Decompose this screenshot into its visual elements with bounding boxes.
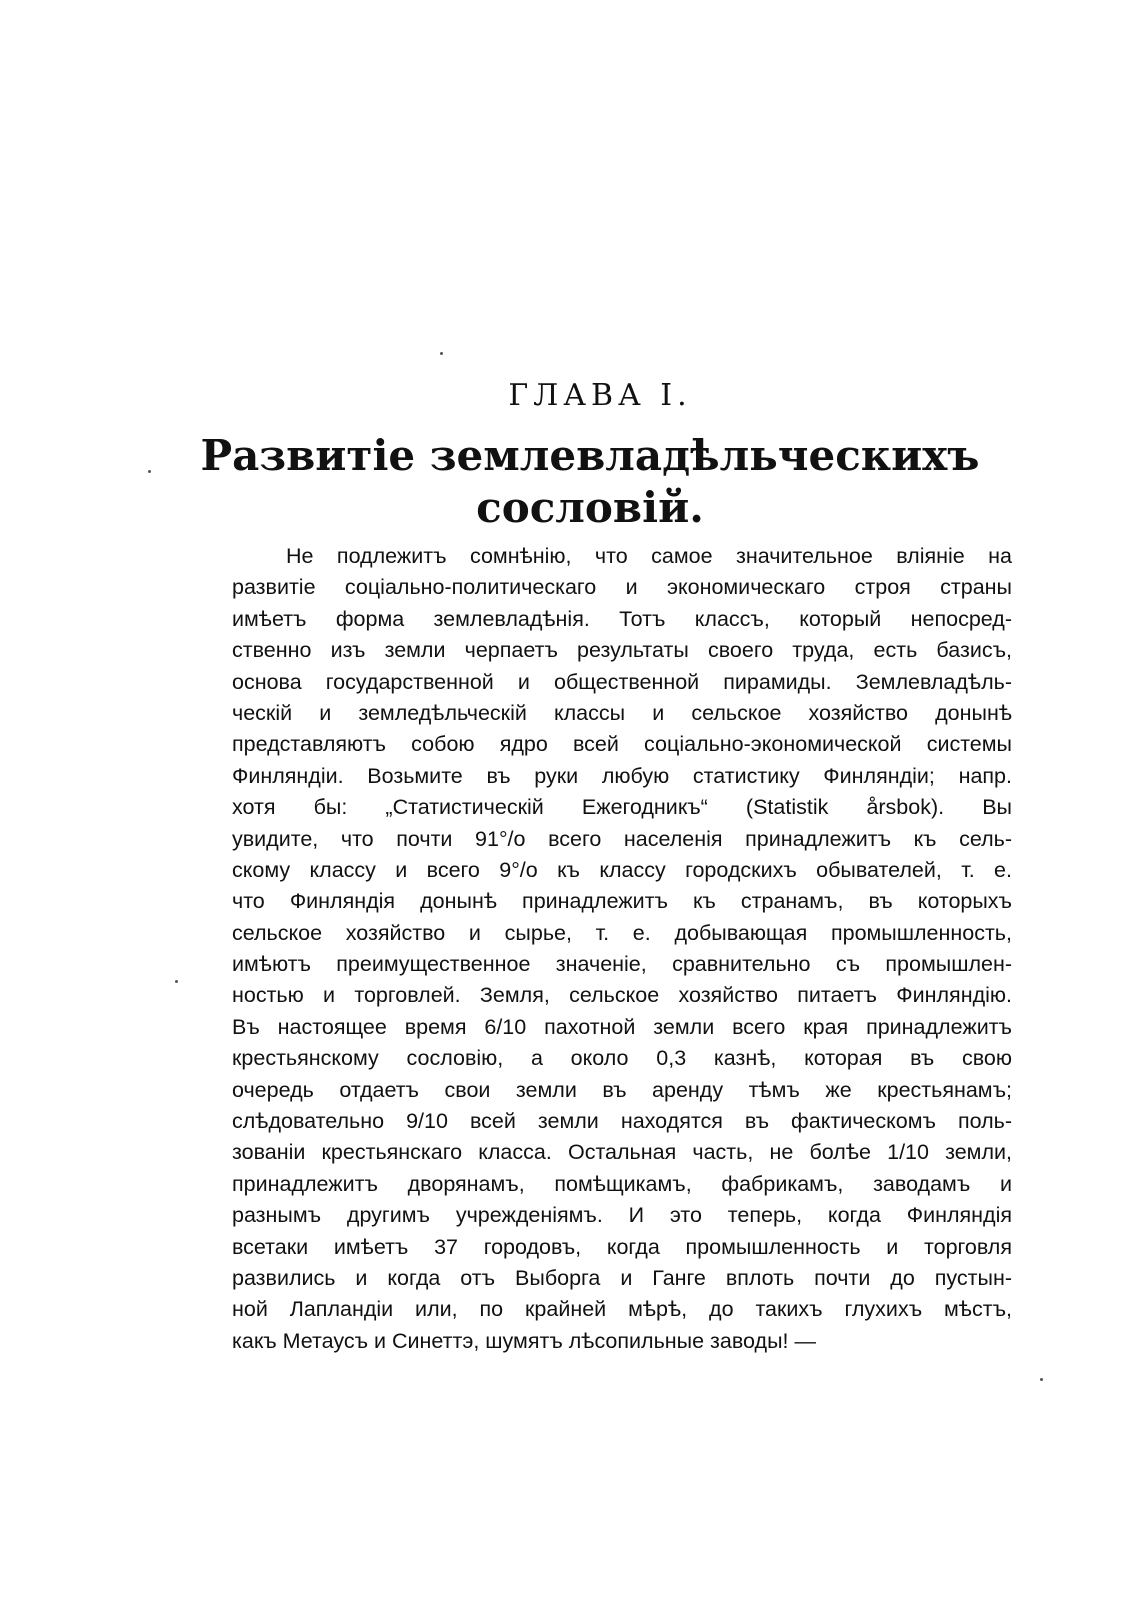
text-line: Финляндіи. Возьмите въ руки любую статистику Финляндіи; напр. — [232, 763, 1012, 788]
text-line: сельское хозяйство и сырье, т. е. добывающая промышленность, — [232, 920, 1012, 945]
text-line: что Финляндія донынѣ принадлежитъ къ странамъ, въ которыхъ — [232, 889, 1012, 914]
text-line: имѣетъ форма землевладѣнія. Тотъ классъ, который непосред- — [232, 606, 1012, 631]
text-line: ственно изъ земли черпаетъ результаты своего труда, есть базисъ, — [232, 638, 1012, 663]
text-line: разнымъ другимъ учрежденіямъ. И это теперь, когда Финляндія — [232, 1203, 1012, 1228]
body-paragraph — [232, 541, 1012, 1357]
text-line: хотя бы: „Статистическій Ежегодникъ“ (Statistik årsbok). Вы — [232, 795, 1012, 820]
text-line: Въ настоящее время 6/10 пахотной земли всего края принадлежитъ — [232, 1014, 1012, 1039]
text-line: ностью и торговлей. Земля, сельское хозяйство питаетъ Финляндію. — [232, 983, 1012, 1008]
chapter-title — [0, 430, 1140, 534]
text-line: очередь отдаетъ свои земли въ аренду тѣмъ же крестьянамъ; — [232, 1077, 1012, 1102]
text-line: всетаки имѣетъ 37 городовъ, когда промышленность и торговля — [232, 1234, 1012, 1259]
scan-speck — [1040, 1378, 1043, 1381]
text-line: развились и когда отъ Выборга и Ганге вплоть почти до пустын- — [232, 1265, 1012, 1290]
text-line: слѣдовательно 9/10 всей земли находятся въ фактическомъ поль- — [232, 1109, 1012, 1134]
chapter-title-line-2: сословій. — [476, 483, 704, 532]
text-line: основа государственной и общественной пирамиды. Землевладѣль- — [232, 669, 1012, 694]
chapter-title-line-1: Развитіе землевладѣльческихъ — [200, 431, 980, 480]
text-line: имѣютъ преимущественное значеніе, сравнительно съ промышлен- — [232, 952, 1012, 977]
text-line: скому классу и всего 9°/o къ классу городскихъ обывателей, т. е. — [232, 857, 1012, 882]
text-line: принадлежитъ дворянамъ, помѣщикамъ, фабрикамъ, заводамъ и — [232, 1171, 1012, 1196]
text-line: крестьянскому сословію, а около 0,3 казнѣ, которая въ свою — [232, 1046, 1012, 1071]
chapter-label: ГЛАВА I. — [508, 378, 692, 413]
text-line: зованіи крестьянскаго класса. Остальная часть, не болѣе 1/10 земли, — [232, 1140, 1012, 1165]
text-line: Не подлежитъ сомнѣнію, что самое значительное вліяніе на — [286, 544, 1012, 568]
scan-speck — [175, 980, 178, 983]
text-line: ческій и земледѣльческій классы и сельское хозяйство донынѣ — [232, 700, 1012, 725]
text-line: какъ Метаусъ и Синеттэ, шумятъ лѣсопильные заводы! — — [232, 1328, 816, 1353]
text-line: представляютъ собою ядро всей соціально-экономической системы — [232, 732, 1012, 757]
scan-speck — [440, 352, 443, 355]
text-line: ной Лапландіи или, по крайней мѣрѣ, до такихъ глухихъ мѣстъ, — [232, 1297, 1012, 1322]
text-line: развитіе соціально-политическаго и экономическаго строя страны — [232, 575, 1012, 600]
text-line: увидите, что почти 91°/o всего населенія принадлежитъ къ сель- — [232, 826, 1012, 851]
